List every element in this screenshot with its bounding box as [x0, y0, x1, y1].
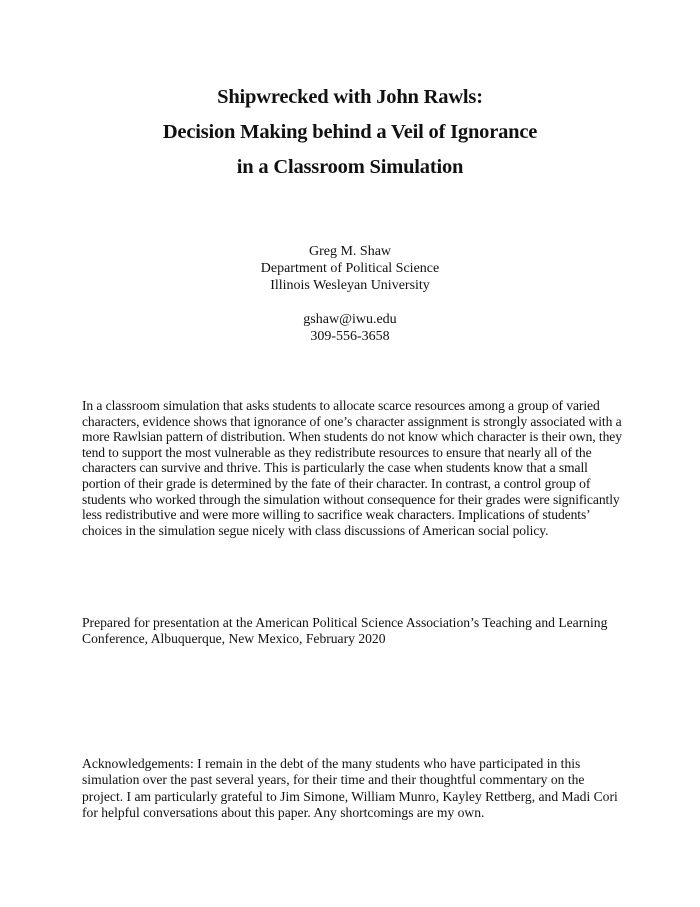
paper-title [0, 80, 700, 185]
title-line-3: in a Classroom Simulation [236, 156, 464, 178]
author-email: gshaw@iwu.edu [303, 312, 397, 327]
title-line-2: Decision Making behind a Veil of Ignorance [162, 121, 538, 143]
author-university: Illinois Wesleyan University [270, 278, 430, 293]
author-phone: 309-556-3658 [310, 329, 390, 344]
acknowledgements-paragraph: Acknowledgements: I remain in the debt of the many students who have participated in this simulation over the past several years, for their time and their thoughtful commentary on the project. I am particularly grateful to Jim Simone, William Munro, Kayley Rettberg, and Madi Cori for helpful conversations about this paper. Any shortcomings are my own. [82, 756, 618, 821]
author-name: Greg M. Shaw [308, 244, 392, 259]
author-spacer [0, 294, 700, 311]
abstract-paragraph: In a classroom simulation that asks students to allocate scarce resources among a group of varied characters, evidence shows that ignorance of one’s character assignment is strongly associated with a more Rawlsian pattern of distribution. When students do not know which character is their own, they tend to support the most vulnerable as they redistribute resources to ensure that nearly all of the characters can survive and thrive. This is particularly the case when students know that a small portion of their grade is determined by the fate of their character. In contrast, a control group of students who worked through the simulation without consequence for their grades were significantly less redistributive and were more willing to sacrifice weak characters. Implications of students’ choices in the simulation segue nicely with class discussions of American social policy. [82, 398, 622, 538]
author-info [0, 243, 700, 345]
prepared-for-note: Prepared for presentation at the American Political Science Association’s Teaching and Learning Conference, Albuquerque, New Mexico, February 2020 [82, 615, 608, 646]
title-line-1: Shipwrecked with John Rawls: [217, 86, 483, 108]
author-department: Department of Political Science [260, 261, 440, 276]
